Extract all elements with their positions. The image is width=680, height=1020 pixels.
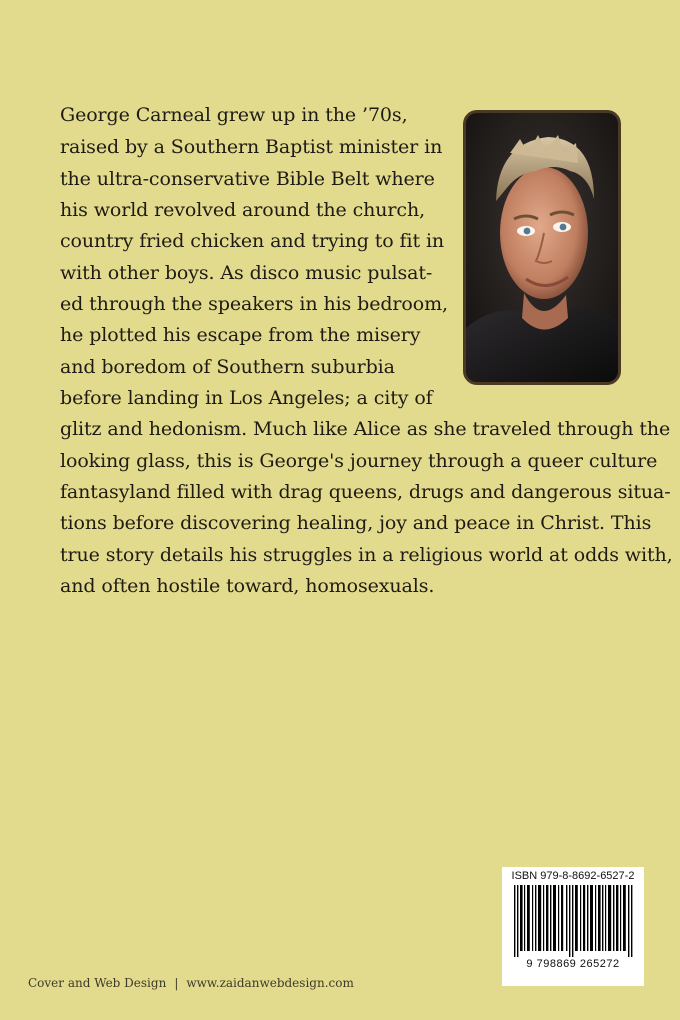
blurb-line: before landing in Los Angeles; a city of [60,387,433,409]
blurb-line: the ultra-conservative Bible Belt where [60,168,435,190]
blurb-line: looking glass, this is George's journey through a queer culture [60,450,658,472]
blurb-line: his world revolved around the church, [60,199,426,221]
isbn-barcode [502,867,644,986]
author-portrait-image [466,113,618,382]
blurb-line: and often hostile toward, homosexuals. [60,575,435,597]
blurb-line: with other boys. As disco music pulsat- [60,262,433,284]
barcode-digits: 9 798869 265272 [526,958,620,970]
blurb-line: fantasyland filled with drag queens, drugs and dangerous situa- [60,481,671,503]
designer-website-link[interactable]: www.zaidanwebdesign.com [186,976,354,990]
blurb-line: George Carneal grew up in the ’70s, [60,104,408,126]
credit-separator: | [174,976,179,990]
barcode-bars [508,885,638,957]
isbn-label: ISBN 979-8-8692-6527-2 [511,870,635,882]
blurb-line: tions before discovering healing, joy and peace in Christ. This [60,512,652,534]
blurb-line: glitz and hedonism. Much like Alice as she traveled through the [60,418,671,440]
blurb-line: country fried chicken and trying to fit in [60,230,445,252]
blurb-line: raised by a Southern Baptist minister in [60,136,443,158]
blurb-line: he plotted his escape from the misery [60,324,421,346]
blurb-line: ed through the speakers in his bedroom, [60,293,448,315]
design-credit [28,976,354,990]
author-photo [463,110,621,385]
design-credit-label: Cover and Web Design [28,976,167,990]
blurb-line: true story details his struggles in a religious world at odds with, [60,544,673,566]
blurb-line: and boredom of Southern suburbia [60,356,395,378]
